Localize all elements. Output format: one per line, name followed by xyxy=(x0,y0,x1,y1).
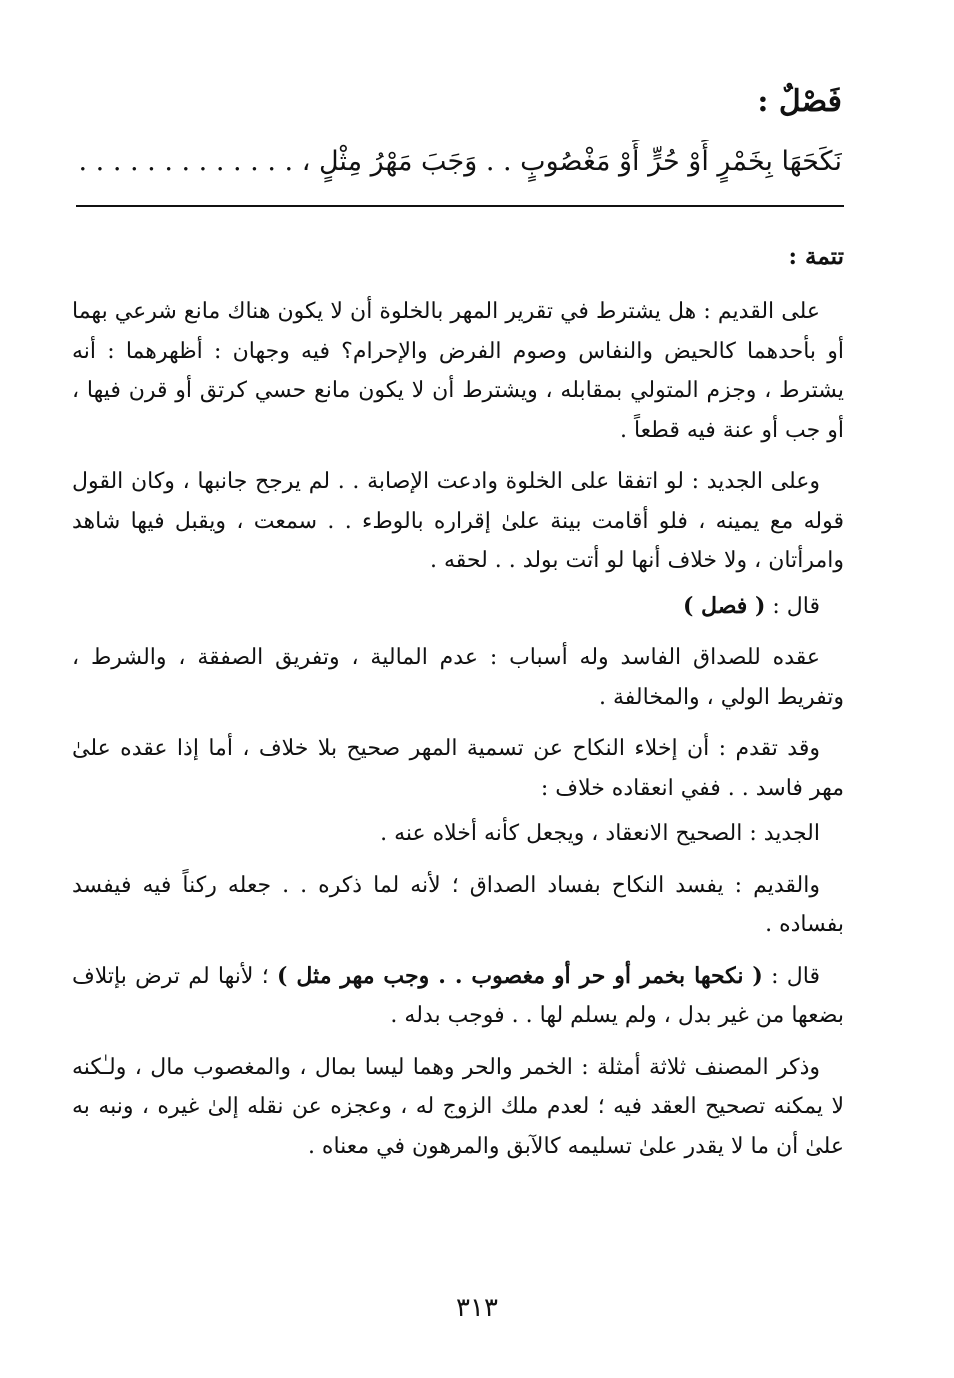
qala-explanation: ؛ لأنها لم ترض بإتلاف بضعها من غير بدل ، ولم يسلم لها . . فوجب بدله . xyxy=(72,963,844,1028)
matn-section-heading: فَصْلٌ : xyxy=(757,84,842,119)
tatimma-heading: تتمة : xyxy=(788,243,844,270)
qala-quoted-matn: ( فصل ) xyxy=(682,592,766,619)
matn-separator-rule xyxy=(76,205,844,207)
paragraph-qadim-view: والقديم : يفسد النكاح بفساد الصداق ؛ لأنه لما ذكره . . جعله ركناً فيه فيفسد بفساده . xyxy=(72,872,844,937)
paragraph-tatimma-qadim: على القديم : هل يشترط في تقرير المهر بالخلوة أن لا يكون هناك مانع شرعي بهما أو بأحدهما كالحيض والنفاس وصوم الفرض والإحرام؟ فيه وجهان : أظهرهما : أنه يشترط ، وجزم المتولي بمقابله ، ويشترط أن لا يكون مانع حسي كرتق أو قرن فيها ، أو جب أو عنة فيه قطعاً . xyxy=(72,299,844,443)
matn-text-line xyxy=(72,140,842,184)
paragraph-qala-mahr-mithl xyxy=(72,957,844,1036)
commentary-body xyxy=(72,236,844,1178)
page-number: ٣١٣ xyxy=(456,1293,498,1323)
paragraph-jadid-view: الجديد : الصحيح الانعقاد ، ويجعل كأنه أخلاه عنه . xyxy=(380,821,820,846)
paragraph-fasid-causes: عقده للصداق الفاسد وله أسباب : عدم المالية ، وتفريق الصفقة ، والشرط ، وتفريط الولي ، والمخالفة . xyxy=(72,645,844,710)
matn-text: نَكَحَهَا بِخَمْرٍ أَوْ حُرٍّ أَوْ مَغْصُوبٍ . . وَجَبَ مَهْرُ مِثْلٍ ، xyxy=(301,146,842,177)
paragraph-three-examples: وذكر المصنف ثلاثة أمثلة : الخمر والحر وهما ليسا بمال ، والمغصوب مال ، ولـٰكنه لا يمكنه تصحيح العقد فيه ؛ لعدم ملك الزوج له ، وعجزه عن نقله إلىٰ غيره ، ونبه به علىٰ أن ما لا يقدر علىٰ تسليمه كالآبق والمرهون في معناه . xyxy=(72,1054,844,1159)
qala-quoted-matn-2: ( نكحها بخمر أو حر أو مغصوب . . وجب مهر مثل ) xyxy=(277,962,763,989)
paragraph-previously-stated: وقد تقدم : أن إخلاء النكاح عن تسمية المهر صحيح بلا خلاف ، أما إذا عقده علىٰ مهر فاسد . . ففي انعقاده خلاف : xyxy=(72,736,844,801)
matn-ellipsis: . . . . . . . . . . . . . xyxy=(78,146,294,177)
paragraph-qala-fasl xyxy=(72,587,844,627)
qala-prefix-2: قال : xyxy=(771,963,820,989)
qala-prefix: قال : xyxy=(772,593,820,619)
paragraph-tatimma-jadid: وعلى الجديد : لو اتفقا على الخلوة وادعت الإصابة . . لم يرجح جانبها ، وكان القول قوله مع يمينه ، فلو أقامت بينة علىٰ إقراره بالوطء . . سمعت ، ويقبل فيها شاهد وامرأتان ، ولا خلاف أنها لو أتت بولد . . لحقه . xyxy=(72,469,844,573)
